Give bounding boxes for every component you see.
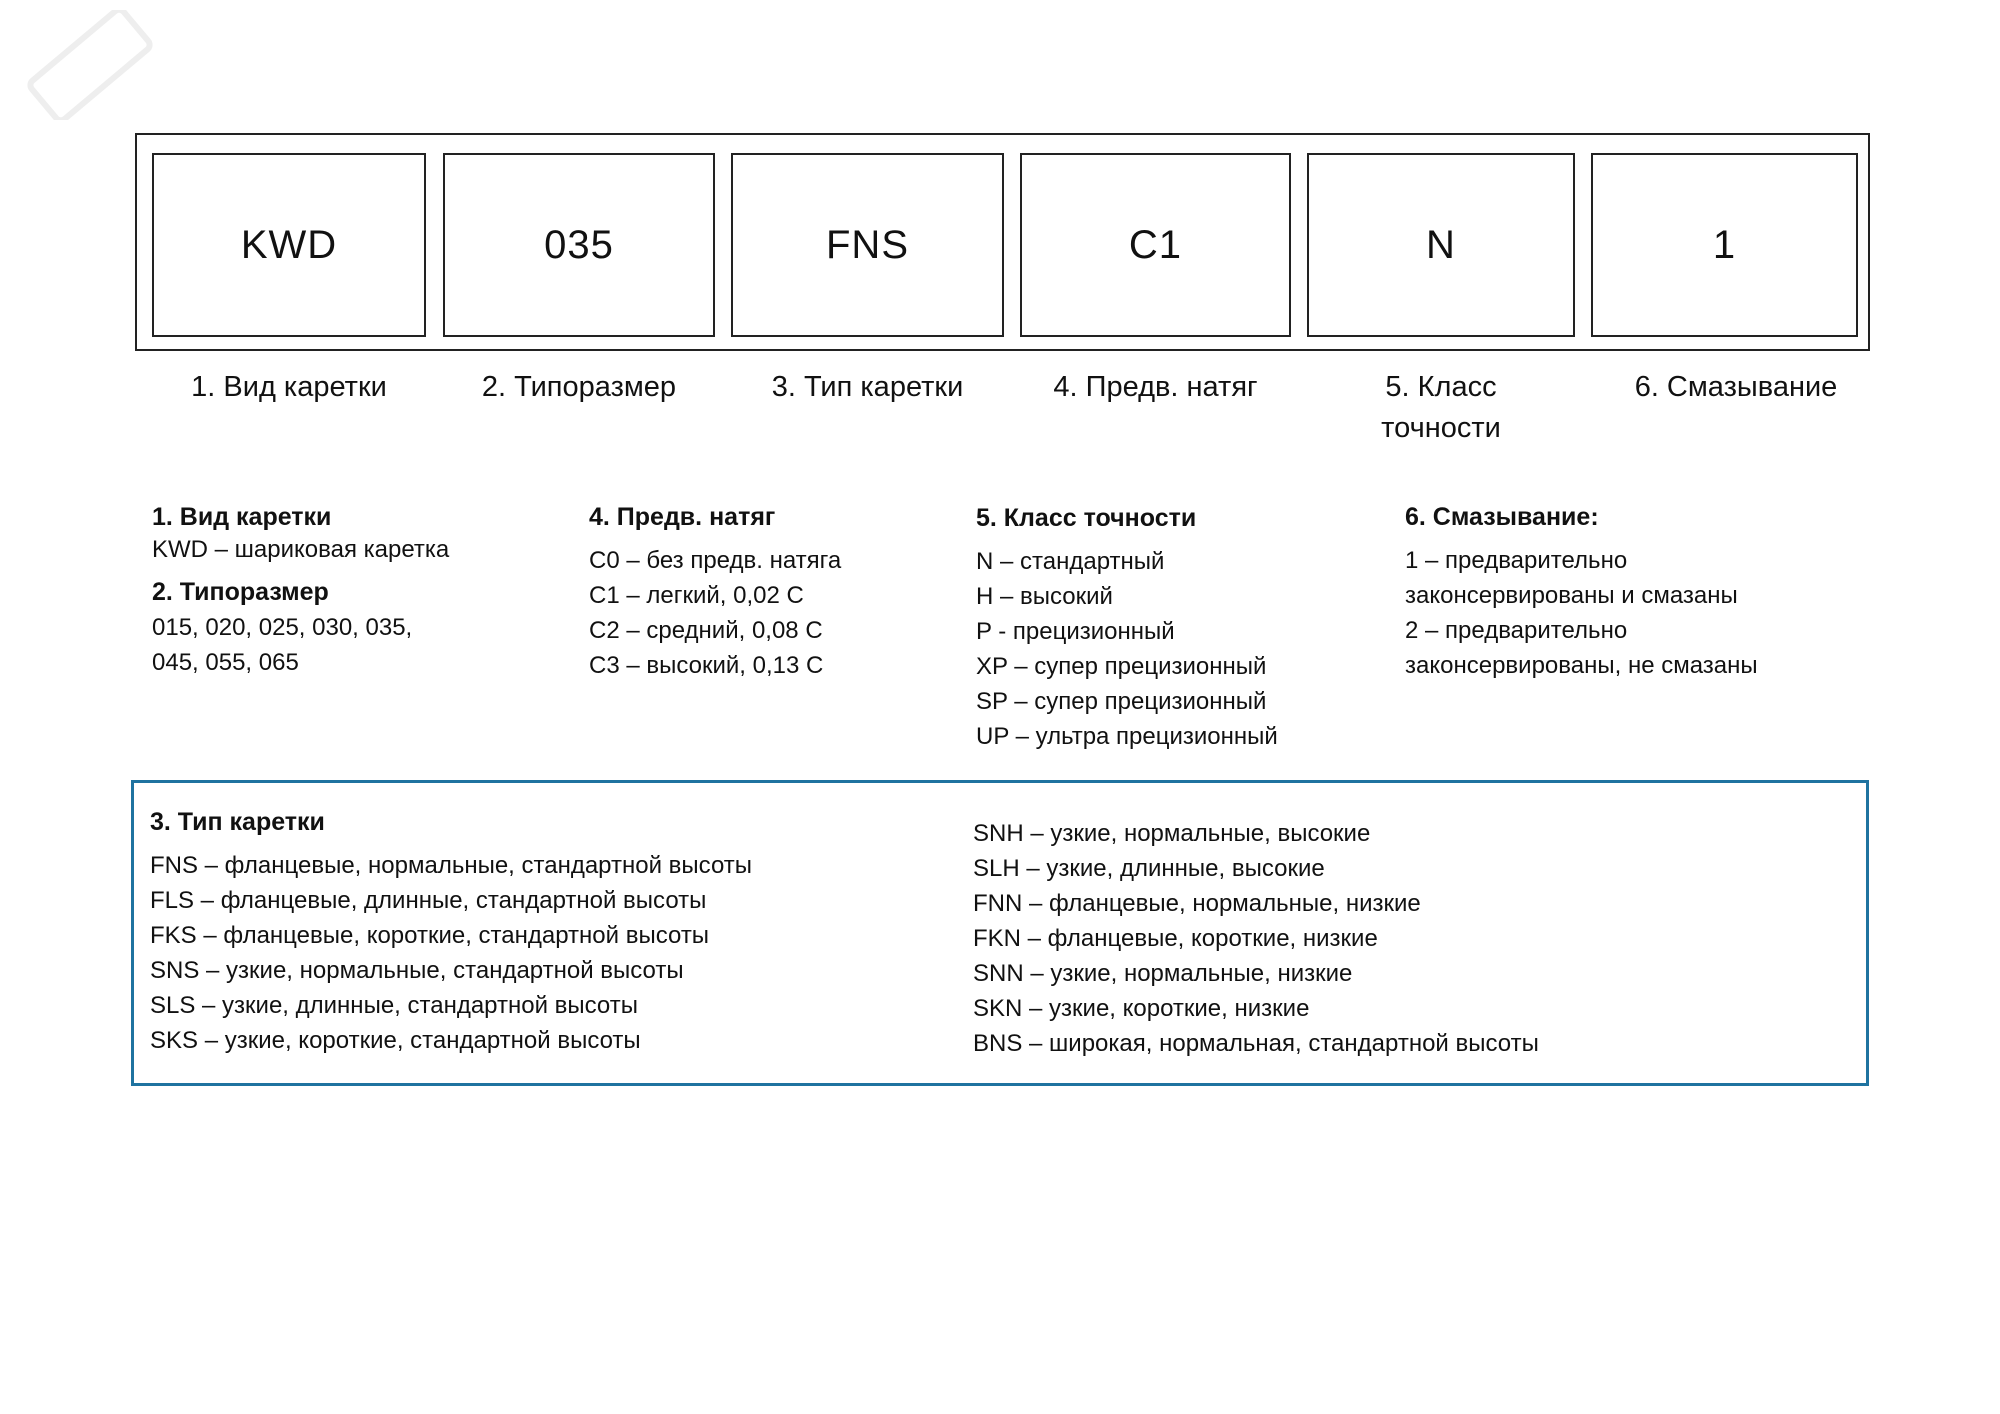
code-segment-lubrication: 1 [1591,153,1858,337]
legend-carriage-title: 1. Вид каретки [152,503,332,531]
legend-size-title: 2. Типоразмер [152,578,329,606]
carriage-type-item: SKS – узкие, короткие, стандартной высоты [150,1027,641,1054]
field-label-type: 3. Тип каретки [771,371,964,403]
field-label-accuracy: 5. Класс точности [1381,371,1501,444]
field-label-size: 2. Типоразмер [481,371,677,403]
legend-accuracy-item: XP – супер прецизионный [976,653,1267,680]
carriage-type-right-column [973,816,1853,1061]
legend-carriage-size [152,500,532,680]
legend-lubrication-item: 2 – предварительно [1405,617,1628,644]
carriage-type-item: FNN – фланцевые, нормальные, низкие [973,890,1421,917]
carriage-type-item: FLS – фланцевые, длинные, стандартной высоты [150,887,707,914]
legend-size-item: 045, 055, 065 [152,649,299,676]
legend-accuracy-item: SP – супер прецизионный [976,688,1267,715]
legend-accuracy [976,501,1376,754]
legend-preload [589,500,949,683]
code-segment-type: FNS [731,153,1004,337]
watermark-logo [10,10,170,120]
legend-accuracy-item: N – стандартный [976,548,1165,575]
legend-lubrication-item: законсервированы, не смазаны [1405,652,1758,679]
legend-carriage-item: KWD – шариковая каретка [152,536,450,563]
legend-size-item: 015, 020, 025, 030, 035, [152,614,413,641]
legend-preload-item: C2 – средний, 0,08 С [589,617,823,644]
carriage-type-item: SNS – узкие, нормальные, стандартной высоты [150,957,684,984]
legend-lubrication-item: законсервированы и смазаны [1405,582,1738,609]
code-segment-accuracy: N [1307,153,1575,337]
code-segment-preload: C1 [1020,153,1291,337]
legend-accuracy-item: P - прецизионный [976,618,1175,645]
carriage-type-item: BNS – широкая, нормальная, стандартной высоты [973,1030,1539,1057]
carriage-type-left-column [150,805,950,1058]
code-segment-size: 035 [443,153,715,337]
legend-lubrication-item: 1 – предварительно [1405,547,1628,574]
carriage-type-title: 3. Тип каретки [150,808,325,836]
field-label-lubrication: 6. Смазывание [1634,371,1838,403]
carriage-type-item: FKN – фланцевые, короткие, низкие [973,925,1378,952]
legend-preload-item: C0 – без предв. натяга [589,547,842,574]
legend-lubrication-title: 6. Смазывание: [1405,503,1599,531]
code-segment-carriage: KWD [152,153,426,337]
legend-lubrication [1405,500,1845,683]
legend-preload-item: C3 – высокий, 0,13 С [589,652,824,679]
carriage-type-item: SKN – узкие, короткие, низкие [973,995,1310,1022]
field-label-carriage: 1. Вид каретки [191,371,387,403]
legend-accuracy-item: H – высокий [976,583,1113,610]
carriage-type-item: SNH – узкие, нормальные, высокие [973,820,1371,847]
carriage-type-item: FKS – фланцевые, короткие, стандартной высоты [150,922,710,949]
field-label-preload: 4. Предв. натяг [1053,371,1258,403]
carriage-type-item: SLS – узкие, длинные, стандартной высоты [150,992,638,1019]
legend-preload-item: C1 – легкий, 0,02 С [589,582,804,609]
legend-preload-title: 4. Предв. натяг [589,503,776,531]
carriage-type-item: SNN – узкие, нормальные, низкие [973,960,1353,987]
carriage-type-item: FNS – фланцевые, нормальные, стандартной высоты [150,852,753,879]
carriage-type-item: SLH – узкие, длинные, высокие [973,855,1325,882]
legend-accuracy-title: 5. Класс точности [976,504,1197,532]
legend-accuracy-item: UP – ультра прецизионный [976,723,1278,750]
